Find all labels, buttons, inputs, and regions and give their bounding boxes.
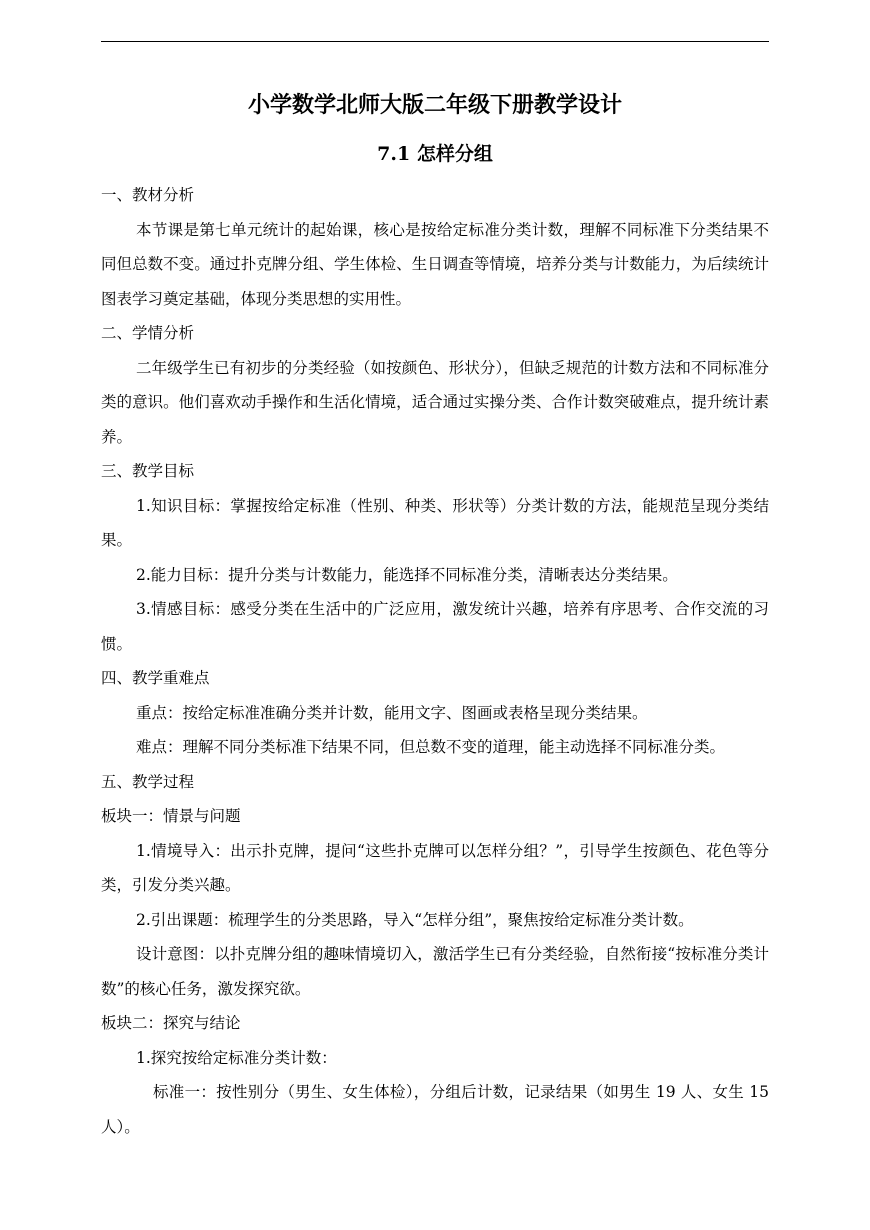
header-rule xyxy=(101,41,769,42)
paragraph: 重点：按给定标准准确分类并计数，能用文字、图画或表格呈现分类结果。 xyxy=(136,703,648,722)
section-heading-key-points: 四、教学重难点 xyxy=(101,669,210,687)
section-heading-teaching-process: 五、教学过程 xyxy=(101,772,195,791)
paragraph: 二年级学生已有初步的分类经验（如按颜色、形状分），但缺乏规范的计数方法和不同标准分类的意识。他们喜欢动手操作和生活化情境，适合通过实操分类、合作计数突破难点，提升统计素养。 xyxy=(101,358,769,446)
document-title: 小学数学北师大版二年级下册教学设计 xyxy=(247,92,622,118)
section-heading-teaching-goals: 三、教学目标 xyxy=(101,462,195,480)
paragraph: 难点：理解不同分类标准下结果不同，但总数不变的道理，能主动选择不同标准分类。 xyxy=(136,738,726,756)
paragraph: 本节课是第七单元统计的起始课，核心是按给定标准分类计数，理解不同标准下分类结果不同但总数不变。通过扑克牌分组、学生体检、生日调查等情境，培养分类与计数能力，为后续统计图表学习奠定基础，体现分类思想的实用性。 xyxy=(101,220,769,308)
paragraph: 1.情境导入：出示扑克牌，提问“这些扑克牌可以怎样分组？”，引导学生按颜色、花色等分类，引发分类兴趣。 xyxy=(101,841,769,894)
block-heading-situation: 板块一：情景与问题 xyxy=(101,807,241,825)
paragraph: 2.引出课题：梳理学生的分类思路，导入“怎样分组”，聚焦按给定标准分类计数。 xyxy=(136,910,694,929)
paragraph: 设计意图：以扑克牌分组的趣味情境切入，激活学生已有分类经验，自然衔接“按标准分类计数”的核心任务，激发探究欲。 xyxy=(101,945,769,998)
section-heading-textbook-analysis: 一、教材分析 xyxy=(101,186,195,204)
paragraph: 2.能力目标：提升分类与计数能力，能选择不同标准分类，清晰表达分类结果。 xyxy=(136,565,678,584)
document-body xyxy=(101,178,769,1144)
section-heading-student-analysis: 二、学情分析 xyxy=(101,324,195,342)
paragraph: 标准一：按性别分（男生、女生体检），分组后计数，记录结果（如男生 19 人、女生 15 人）。 xyxy=(101,1083,769,1136)
paragraph: 1.知识目标：掌握按给定标准（性别、种类、形状等）分类计数的方法，能规范呈现分类结果。 xyxy=(101,496,769,549)
lesson-title: 7.1 怎样分组 xyxy=(377,143,493,165)
paragraph: 1.探究按给定标准分类计数： xyxy=(136,1048,337,1067)
block-heading-exploration: 板块二：探究与结论 xyxy=(101,1014,241,1032)
paragraph: 3.情感目标：感受分类在生活中的广泛应用，激发统计兴趣，培养有序思考、合作交流的习惯。 xyxy=(101,600,769,653)
